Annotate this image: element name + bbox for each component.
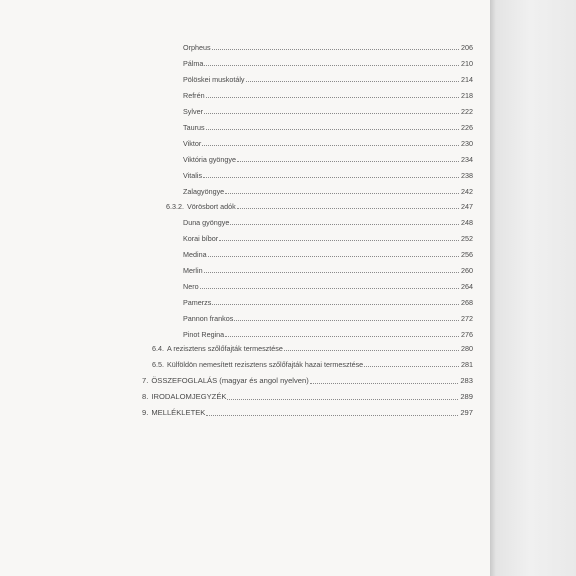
- dot-leader: [237, 161, 459, 162]
- toc-entry-page: 297: [460, 408, 473, 418]
- toc-entry-title: Zalagyöngye: [183, 186, 225, 196]
- toc-entry-title: Korai bíbor: [183, 233, 219, 243]
- toc-entry-title: Orpheus: [183, 42, 211, 52]
- toc-entry: [166, 198, 473, 210]
- toc-entry: [180, 183, 473, 195]
- toc-entry-page: 214: [461, 74, 473, 84]
- toc-entry: [152, 356, 473, 368]
- toc-entry: [180, 151, 473, 163]
- toc-entry-title: Refrén: [183, 90, 205, 100]
- toc-entry: [180, 135, 473, 147]
- dot-leader: [202, 145, 459, 146]
- toc-entry-page: 230: [461, 138, 473, 148]
- toc-entry-page: 280: [461, 343, 473, 353]
- toc-entry-number: 6.4.: [152, 343, 164, 353]
- toc-entry-title: Pannon frankos: [183, 313, 234, 323]
- toc-entry-page: 242: [461, 186, 473, 196]
- toc-entry: [152, 340, 473, 352]
- toc-entry: [180, 278, 473, 290]
- dot-leader: [234, 320, 459, 321]
- toc-entry: [142, 373, 473, 385]
- toc-entry: [180, 294, 473, 306]
- toc-entry-title: Pálma: [183, 58, 204, 68]
- dot-leader: [203, 177, 459, 178]
- toc-entry-title: Duna gyöngye: [183, 217, 230, 227]
- toc-entry-page: 272: [461, 313, 473, 323]
- dot-leader: [208, 256, 459, 257]
- dot-leader: [206, 415, 458, 416]
- dot-leader: [225, 193, 459, 194]
- toc-entry-page: 276: [461, 329, 473, 339]
- toc-entry-title: Külföldön nemesített rezisztens szőlőfajták hazai termesztése: [167, 359, 364, 369]
- dot-leader: [230, 224, 459, 225]
- toc-entry-title: Merlin: [183, 265, 203, 275]
- toc-entry-title: Vörösbort adók: [186, 201, 236, 211]
- toc-entry-title: Pölöskei muskotály: [183, 74, 245, 84]
- toc-entry: [180, 87, 473, 99]
- toc-entry: [180, 214, 473, 226]
- toc-entry-title: Taurus: [183, 122, 205, 132]
- toc-entry-page: 252: [461, 233, 473, 243]
- dot-leader: [284, 350, 459, 351]
- toc-entry-page: 264: [461, 281, 473, 291]
- toc-entry-page: 248: [461, 217, 473, 227]
- dot-leader: [227, 399, 458, 400]
- toc-entry: [180, 55, 473, 67]
- toc-entry-number: 8.: [142, 392, 149, 402]
- toc-entry-title: Sylver: [183, 106, 203, 116]
- toc-entry-title: IRODALOMJEGYZÉK: [151, 392, 227, 402]
- toc-entry: [180, 39, 473, 51]
- toc-entry-title: Viktória gyöngye: [183, 154, 237, 164]
- toc-entry-title: Pinot Regina: [183, 329, 225, 339]
- toc-entry-title: MELLÉKLETEK: [151, 408, 206, 418]
- toc-entry: [180, 310, 473, 322]
- dot-leader: [212, 304, 459, 305]
- toc-entry-title: Nero: [183, 281, 199, 291]
- dot-leader: [206, 97, 459, 98]
- toc-entry-title: Vitalis: [183, 170, 203, 180]
- dot-leader: [200, 288, 459, 289]
- toc-entry-page: 210: [461, 58, 473, 68]
- toc-entry-number: 7.: [142, 376, 149, 386]
- dot-leader: [204, 272, 459, 273]
- dot-leader: [246, 81, 459, 82]
- toc-entry-page: 218: [461, 90, 473, 100]
- toc-entry: [180, 246, 473, 258]
- toc-entry-page: 281: [461, 359, 473, 369]
- toc-entry-page: 222: [461, 106, 473, 116]
- toc-entry-title: ÖSSZEFOGLALÁS (magyar és angol nyelven): [151, 376, 309, 386]
- dot-leader: [237, 208, 459, 209]
- toc-entry: [180, 167, 473, 179]
- toc-entry-number: 9.: [142, 408, 149, 418]
- toc-entry-page: 260: [461, 265, 473, 275]
- toc-entry: [142, 405, 473, 417]
- toc-entry-page: 247: [461, 201, 473, 211]
- page-edge-shadow: [490, 0, 576, 576]
- toc-entry: [180, 71, 473, 83]
- toc-entry: [180, 103, 473, 115]
- toc-entry-page: 238: [461, 170, 473, 180]
- dot-leader: [206, 129, 459, 130]
- toc-entry-page: 256: [461, 249, 473, 259]
- toc-entry-page: 289: [460, 392, 473, 402]
- dot-leader: [204, 65, 459, 66]
- toc-entry-number: 6.3.2.: [166, 201, 184, 211]
- toc-entry: [180, 230, 473, 242]
- dot-leader: [204, 113, 459, 114]
- toc-entry-title: Pamerzs: [183, 297, 212, 307]
- toc-entry: [142, 389, 473, 401]
- toc-entry-page: 234: [461, 154, 473, 164]
- toc-entry-title: A rezisztens szőlőfajták termesztése: [167, 343, 283, 353]
- dot-leader: [219, 240, 459, 241]
- toc-entry-number: 6.5.: [152, 359, 164, 369]
- toc-entry-page: 226: [461, 122, 473, 132]
- toc-entry-page: 206: [461, 42, 473, 52]
- toc-entry-page: 268: [461, 297, 473, 307]
- toc-entry-title: Medina: [183, 249, 207, 259]
- dot-leader: [364, 366, 459, 367]
- toc-entry: [180, 119, 473, 131]
- toc-entry-page: 283: [460, 376, 473, 386]
- dot-leader: [310, 383, 459, 384]
- toc-entry: [180, 262, 473, 274]
- toc-entry: [180, 326, 473, 338]
- dot-leader: [212, 49, 459, 50]
- dot-leader: [225, 336, 459, 337]
- toc-entry-title: Viktor: [183, 138, 202, 148]
